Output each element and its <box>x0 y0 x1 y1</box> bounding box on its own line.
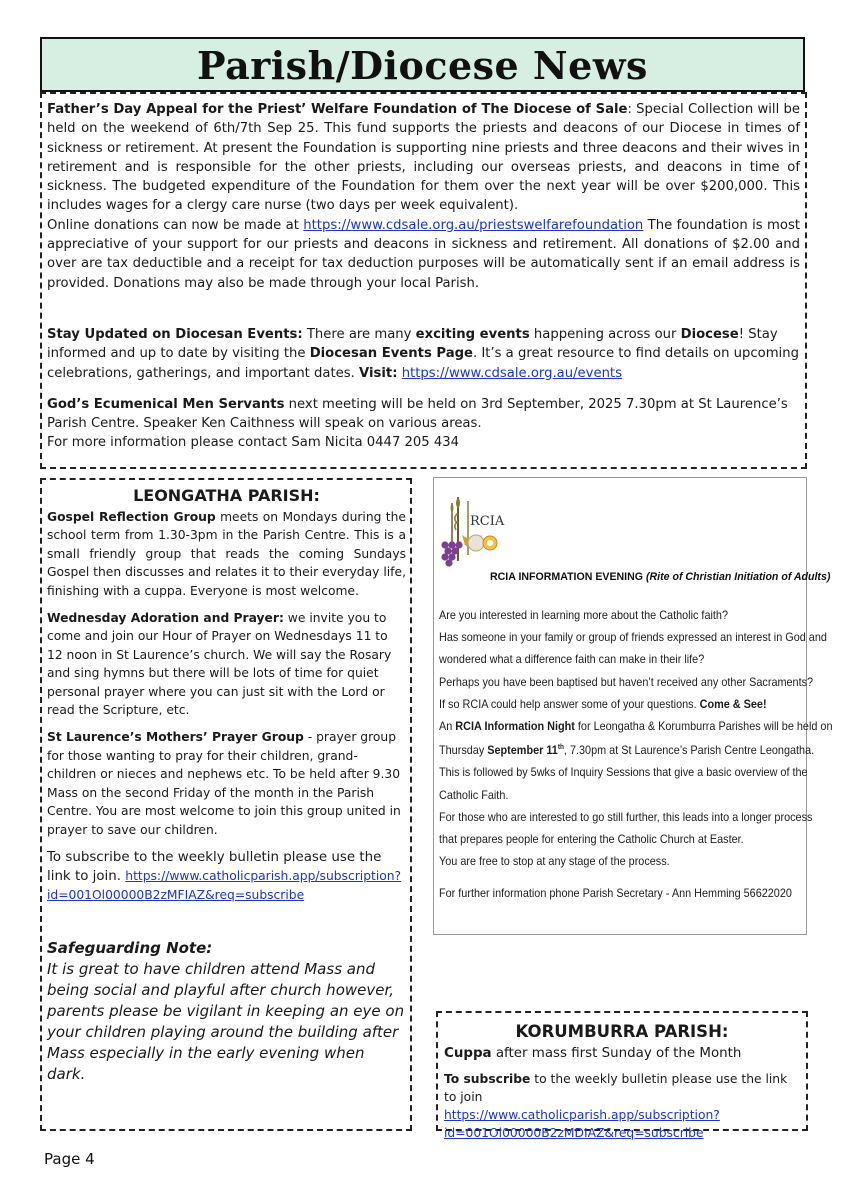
rcia-body <box>439 604 833 905</box>
priests-welfare-link[interactable]: https://www.cdsale.org.au/priestswelfarefoundation <box>303 217 644 233</box>
rcia-line-5 <box>439 693 772 715</box>
rcia-line-10: For those who are interested to go still further, this leads into a longer process <box>439 809 813 824</box>
events-text-2: happening across our <box>529 326 681 342</box>
rcia-line-4: Perhaps you have been baptised but haven’t received any other Sacraments? <box>439 674 814 689</box>
rcia-line-6c: for Leongatha & Korumburra Parishes will be held on <box>574 719 833 734</box>
rcia-heading-italic: (Rite of Christian Initiation of Adults) <box>645 571 831 583</box>
rcia-line-2: Has someone in your family or group of friends expressed an interest in God and <box>439 630 827 645</box>
gospel-reflection-paragraph <box>47 508 406 600</box>
rcia-heading-main: RCIA INFORMATION EVENING <box>490 571 644 583</box>
rcia-line-13: For further information phone Parish Secretary - Ann Hemming 56622020 <box>439 886 792 901</box>
page-title: Parish/Diocese News <box>197 43 648 88</box>
men-servants-heading: God’s Ecumenical Men Servants <box>47 396 285 412</box>
korumburra-subscribe-link-part2[interactable]: id=001Ol00000B2zMDIAZ&req=subscribe <box>444 1126 704 1140</box>
korumburra-subscribe-link-part1[interactable]: https://www.catholicparish.app/subscription? <box>444 1108 720 1122</box>
online-donations-suffix: The foundation is most appreciative of your support for our priests and deacons in sickness and retirement. All donations of $2.00 and over are tax deductible and a receipt for tax deduction purposes will be automatically sent if an email address is provided. Donations may also be made through your local Parish. <box>47 217 800 291</box>
fathers-day-body: : Special Collection will be held on the weekend of 6th/7th Sep 25. This fund supports the priests and deacons of our Diocese in times of sickness or retirement. At present the Foundation is supporting nine priests and three deacons and their wives in retirement and is responsible for the other priests, including our overseas priests, and deacons in time of sickness. The budgeted expenditure of the Foundation for them over the next year will be over $200,000. This includes wages for a clergy care nurse (two days per week equivalent). <box>47 102 800 214</box>
rcia-flyer-image <box>433 477 833 935</box>
events-visit-label: Visit: <box>359 365 398 381</box>
rcia-line-9: Catholic Faith. <box>439 787 509 802</box>
fathers-day-paragraph <box>47 100 800 216</box>
rcia-line-6a: An <box>439 719 456 734</box>
rcia-logo-icon <box>440 483 505 571</box>
adoration-body: we invite you to come and join our Hour of Prayer on Wednesdays 11 to 12 noon in St Laurence’s church. We will say the Rosary and sing hymns but there will be lots of time for quiet personal prayer where you can just sit with the Lord or read the Scripture, etc. <box>47 611 392 718</box>
rcia-line-3: wondered what a difference faith can make in their life? <box>439 652 705 667</box>
rcia-line-6b: RCIA Information Night <box>455 719 575 734</box>
leongatha-subscribe-paragraph <box>47 848 406 905</box>
korumburra-subscribe-text: to the weekly bulletin please use the link to join <box>444 1072 788 1104</box>
korumburra-cuppa-bold: Cuppa <box>444 1046 492 1061</box>
adoration-paragraph <box>47 609 406 719</box>
events-bold-1: exciting events <box>415 326 530 342</box>
korumburra-subscribe <box>444 1070 800 1142</box>
rcia-line-11: that prepares people for entering the Catholic Church at Easter. <box>439 831 744 846</box>
safeguarding-body: It is great to have children attend Mass and being social and playful after church however, parents please be vigilant in keeping an eye on your children playing around the building after Mass especially in the early evening when dark. <box>47 959 405 1083</box>
rcia-heading <box>490 571 830 583</box>
events-text-3: ! Stay informed and up to date by visiting the <box>47 326 778 362</box>
mothers-prayer-heading: St Laurence’s Mothers’ Prayer Group <box>47 730 304 745</box>
page-number: Page 4 <box>44 1150 95 1168</box>
rcia-logo-text: RCIA <box>470 514 505 529</box>
mothers-prayer-paragraph <box>47 728 406 838</box>
mothers-prayer-body: - prayer group for those wanting to pray for their children, grand-children or nieces and nephews etc. To be held after 9.30 Mass on the second Friday of the month in the Parish Centre. You are most welcome to join this group united in prayer to save our children. <box>47 730 401 837</box>
korumburra-parish-box <box>436 1011 808 1140</box>
korumburra-heading: KORUMBURRA PARISH: <box>515 1022 729 1041</box>
rcia-line-7c: , 7.30pm at St Laurence’s Parish Centre Leongatha. <box>563 743 815 758</box>
events-bold-2: Diocese <box>680 326 739 342</box>
leongatha-parish-box <box>40 478 412 1131</box>
fathers-day-heading: Father’s Day Appeal for the Priest’ Welfare Foundation of The Diocese of Sale <box>47 102 628 117</box>
rcia-come-and-see: Come & See! <box>696 696 767 711</box>
events-heading: Stay Updated on Diocesan Events: <box>47 326 303 342</box>
diocese-news-box <box>40 92 807 469</box>
online-donations-paragraph <box>47 216 800 293</box>
gospel-reflection-body: meets on Mondays during the school term from 1.30-3pm in the Parish Centre. This is a small friendly group that reads the coming Sundays Gospel then discusses and relates it to their everyday life, finishing with a cuppa. Everyone is most welcome. <box>47 510 406 598</box>
leongatha-subscribe-text: To subscribe to the weekly bulletin please use the link to join. <box>47 849 382 884</box>
events-text-1: There are many <box>302 326 416 342</box>
events-bold-3: Diocesan Events Page <box>309 346 473 362</box>
leongatha-subscribe-link-part2[interactable]: id=001Ol00000B2zMFIAZ&req=subscribe <box>47 887 305 902</box>
rcia-line-7-sup: th <box>557 744 564 752</box>
rcia-line-7b: September 11 <box>487 743 558 758</box>
leongatha-subscribe-link-part1[interactable]: https://www.catholicparish.app/subscription? <box>125 868 402 883</box>
events-text-4: . It’s a great resource to find details on upcoming celebrations, gatherings, and important dates. <box>47 346 799 381</box>
gospel-reflection-heading: Gospel Reflection Group <box>47 510 216 524</box>
rcia-line-5-text: If so RCIA could help answer some of your questions. <box>439 696 697 711</box>
adoration-heading: Wednesday Adoration and Prayer: <box>47 611 284 626</box>
title-banner <box>40 37 805 92</box>
rcia-line-12: You are free to stop at any stage of the process. <box>439 854 670 869</box>
korumburra-cuppa <box>444 1044 800 1064</box>
men-servants-paragraph <box>47 395 800 434</box>
men-servants-body: next meeting will be held on 3rd September, 2025 7.30pm at St Laurence’s Parish Centre. Speaker Ken Caithness will speak on various areas. <box>47 396 788 432</box>
leongatha-heading: LEONGATHA PARISH: <box>133 486 320 505</box>
rcia-line-1: Are you interested in learning more about the Catholic faith? <box>439 608 728 622</box>
rcia-line-7 <box>439 737 815 761</box>
diocesan-events-link[interactable]: https://www.cdsale.org.au/events <box>401 365 622 381</box>
men-servants-contact: For more information please contact Sam Nicita 0447 205 434 <box>47 435 460 451</box>
rcia-line-7a: Thursday <box>439 743 488 758</box>
events-paragraph <box>47 325 800 383</box>
rcia-line-6 <box>439 715 833 737</box>
korumburra-cuppa-text: after mass first Sunday of the Month <box>491 1046 742 1061</box>
rcia-line-8: This is followed by 5wks of Inquiry Sessions that give a basic overview of the <box>439 765 808 780</box>
online-donations-prefix: Online donations can now be made at <box>47 217 304 233</box>
korumburra-subscribe-bold: To subscribe <box>444 1072 531 1086</box>
safeguarding-heading: Safeguarding Note: <box>47 938 213 957</box>
